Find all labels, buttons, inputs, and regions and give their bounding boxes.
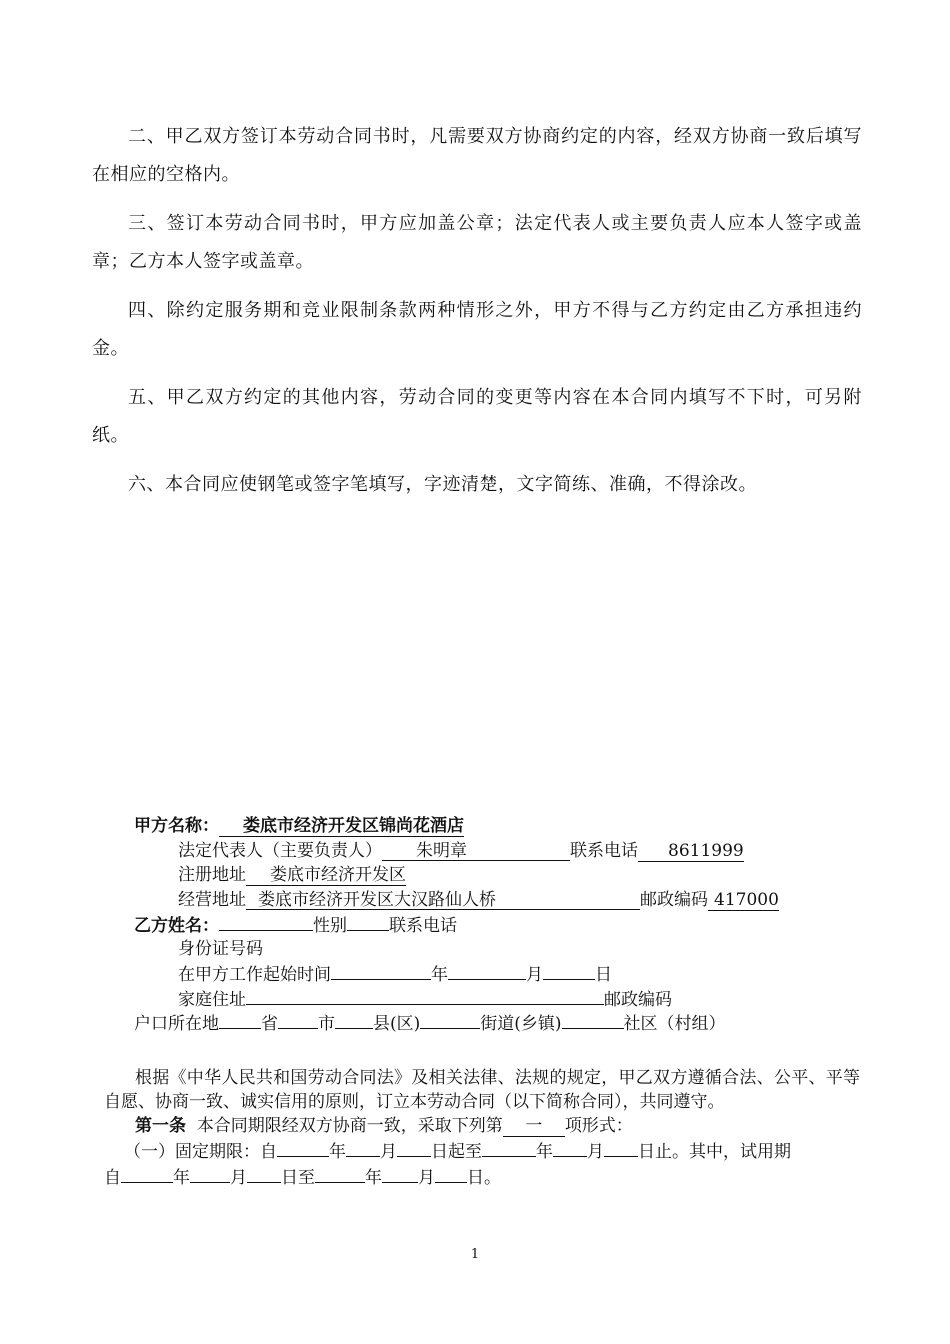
party-a-rep-row — [134, 839, 854, 864]
probation-start-month-label: 月 — [230, 1168, 247, 1188]
start-year-label: 年 — [431, 965, 448, 985]
preamble-paragraph: 根据《中华人民共和国劳动合同法》及相关法律、法规的规定，甲乙双方遵循合法、公平、平等自愿、协商一致、诚实信用的原则，订立本劳动合同（以下简称合同），共同遵守。 — [104, 1068, 860, 1112]
start-day-label: 日 — [595, 965, 612, 985]
party-b-start-row — [134, 961, 854, 986]
party-b-home-label: 家庭住址 — [178, 989, 246, 1010]
article-1-line — [104, 1114, 860, 1138]
start-month-field[interactable] — [448, 961, 526, 980]
party-b-name-row — [134, 912, 854, 937]
party-a-rep-label: 法定代表人（主要负责人） — [178, 840, 382, 861]
party-a-name-label: 甲方名称： — [134, 816, 219, 836]
term-start-month-label: 月 — [380, 1142, 397, 1162]
hukou-county-label: 县(区) — [373, 1014, 421, 1034]
article-1-title: 第一条 — [135, 1116, 186, 1136]
fixed-term-line — [104, 1138, 860, 1164]
probation-start-year-label: 年 — [173, 1168, 190, 1188]
party-b-postcode-label: 邮政编码 — [604, 989, 672, 1010]
party-a-reg-addr-value: 娄底市经济开发区 — [246, 865, 406, 886]
party-a-phone-value: 8611999 — [638, 841, 744, 862]
term-start-year-label: 年 — [329, 1142, 346, 1162]
party-b-id-label: 身份证号码 — [178, 938, 263, 959]
term-start-month-field[interactable] — [346, 1138, 380, 1157]
party-a-reg-addr-row — [134, 863, 854, 888]
party-a-biz-addr-row — [134, 888, 854, 913]
party-a-reg-addr-label: 注册地址 — [178, 865, 246, 885]
home-address-field[interactable] — [246, 986, 604, 1005]
probation-end-day-field[interactable] — [435, 1164, 467, 1183]
instruction-4: 四、除约定服务期和竞业限制条款两种情形之外，甲方不得与乙方约定由乙方承担违约金。 — [92, 300, 862, 359]
probation-end-year-label: 年 — [365, 1168, 382, 1188]
probation-end-month-field[interactable] — [382, 1164, 418, 1183]
term-end-day-field[interactable] — [604, 1138, 638, 1157]
instruction-3: 三、签订本劳动合同书时，甲方应加盖公章；法定代表人或主要负责人应本人签字或盖章；乙方本人签字或盖章。 — [92, 213, 862, 272]
article-1-text: 本合同期限经双方协商一致，采取下列第 — [196, 1116, 503, 1136]
instruction-2: 二、甲乙双方签订本劳动合同书时，凡需要双方协商约定的内容，经双方协商一致后填写在相应的空格内。 — [92, 126, 862, 185]
hukou-label: 户口所在地 — [134, 1014, 219, 1034]
instructions-list — [92, 118, 862, 515]
probation-end-month-label: 月 — [418, 1168, 435, 1188]
term-start-year-field[interactable] — [277, 1138, 329, 1157]
party-a-postcode-value: 417000 — [708, 890, 779, 911]
parties-section — [134, 814, 854, 1035]
party-b-home-row — [134, 986, 854, 1011]
probation-line — [104, 1164, 860, 1190]
party-a-biz-addr-value: 娄底市经济开发区大汉路仙人桥 — [246, 890, 640, 910]
start-day-field[interactable] — [543, 961, 595, 980]
term-end-year-label: 年 — [536, 1142, 553, 1162]
party-a-name-value: 娄底市经济开发区锦尚花酒店 — [219, 816, 464, 837]
article-1-suffix: 项形式： — [564, 1116, 633, 1136]
article-1-choice[interactable]: 一 — [503, 1116, 565, 1137]
party-b-name-field[interactable] — [219, 912, 313, 931]
probation-to-label: 日至 — [281, 1168, 315, 1188]
hukou-province-label: 省 — [261, 1014, 278, 1034]
hukou-province-field[interactable] — [219, 1010, 261, 1029]
probation-end-year-field[interactable] — [315, 1164, 365, 1183]
term-end-suffix: 日止。其中，试用期 — [638, 1142, 791, 1162]
party-a-phone-label: 联系电话 — [570, 840, 638, 861]
party-b-hukou-row — [134, 1010, 854, 1035]
probation-start-year-field[interactable] — [121, 1164, 173, 1183]
party-a-postcode-label: 邮政编码 — [640, 889, 708, 910]
party-b-id-row — [134, 937, 854, 962]
instruction-5: 五、甲乙双方约定的其他内容，劳动合同的变更等内容在本合同内填写不下时，可另附纸。 — [92, 387, 862, 446]
party-b-start-label: 在甲方工作起始时间 — [178, 965, 331, 985]
hukou-community-field[interactable] — [562, 1010, 624, 1029]
fixed-term-label: （一）固定期限：自 — [124, 1142, 277, 1162]
party-a-name-row — [134, 814, 854, 839]
probation-end-label: 日。 — [467, 1168, 501, 1188]
party-b-phone-label: 联系电话 — [389, 916, 457, 936]
instruction-6: 六、本合同应使钢笔或签字笔填写，字迹清楚，文字简练、准确，不得涂改。 — [128, 474, 757, 495]
term-start-day-field[interactable] — [397, 1138, 431, 1157]
hukou-county-field[interactable] — [335, 1010, 373, 1029]
party-b-gender-field[interactable] — [347, 912, 389, 931]
page-number: 1 — [470, 1247, 480, 1262]
probation-start-day-field[interactable] — [247, 1164, 281, 1183]
hukou-street-field[interactable] — [420, 1010, 480, 1029]
party-b-gender-label: 性别 — [313, 916, 347, 936]
hukou-community-label: 社区（村组） — [623, 1014, 726, 1034]
term-end-month-field[interactable] — [553, 1138, 587, 1157]
term-end-month-label: 月 — [587, 1142, 604, 1162]
probation-from-label: 自 — [104, 1168, 121, 1188]
term-start-suffix: 日起至 — [431, 1142, 482, 1162]
probation-start-month-field[interactable] — [190, 1164, 230, 1183]
term-end-year-field[interactable] — [482, 1138, 536, 1157]
party-a-biz-addr-label: 经营地址 — [178, 889, 246, 910]
start-year-field[interactable] — [331, 961, 431, 980]
start-month-label: 月 — [526, 965, 543, 985]
party-b-name-label: 乙方姓名： — [134, 916, 219, 936]
party-a-rep-value: 朱明章 — [382, 841, 570, 861]
contract-body — [104, 1066, 860, 1190]
hukou-street-label: 街道(乡镇) — [480, 1014, 562, 1034]
hukou-city-field[interactable] — [278, 1010, 318, 1029]
hukou-city-label: 市 — [318, 1014, 335, 1034]
